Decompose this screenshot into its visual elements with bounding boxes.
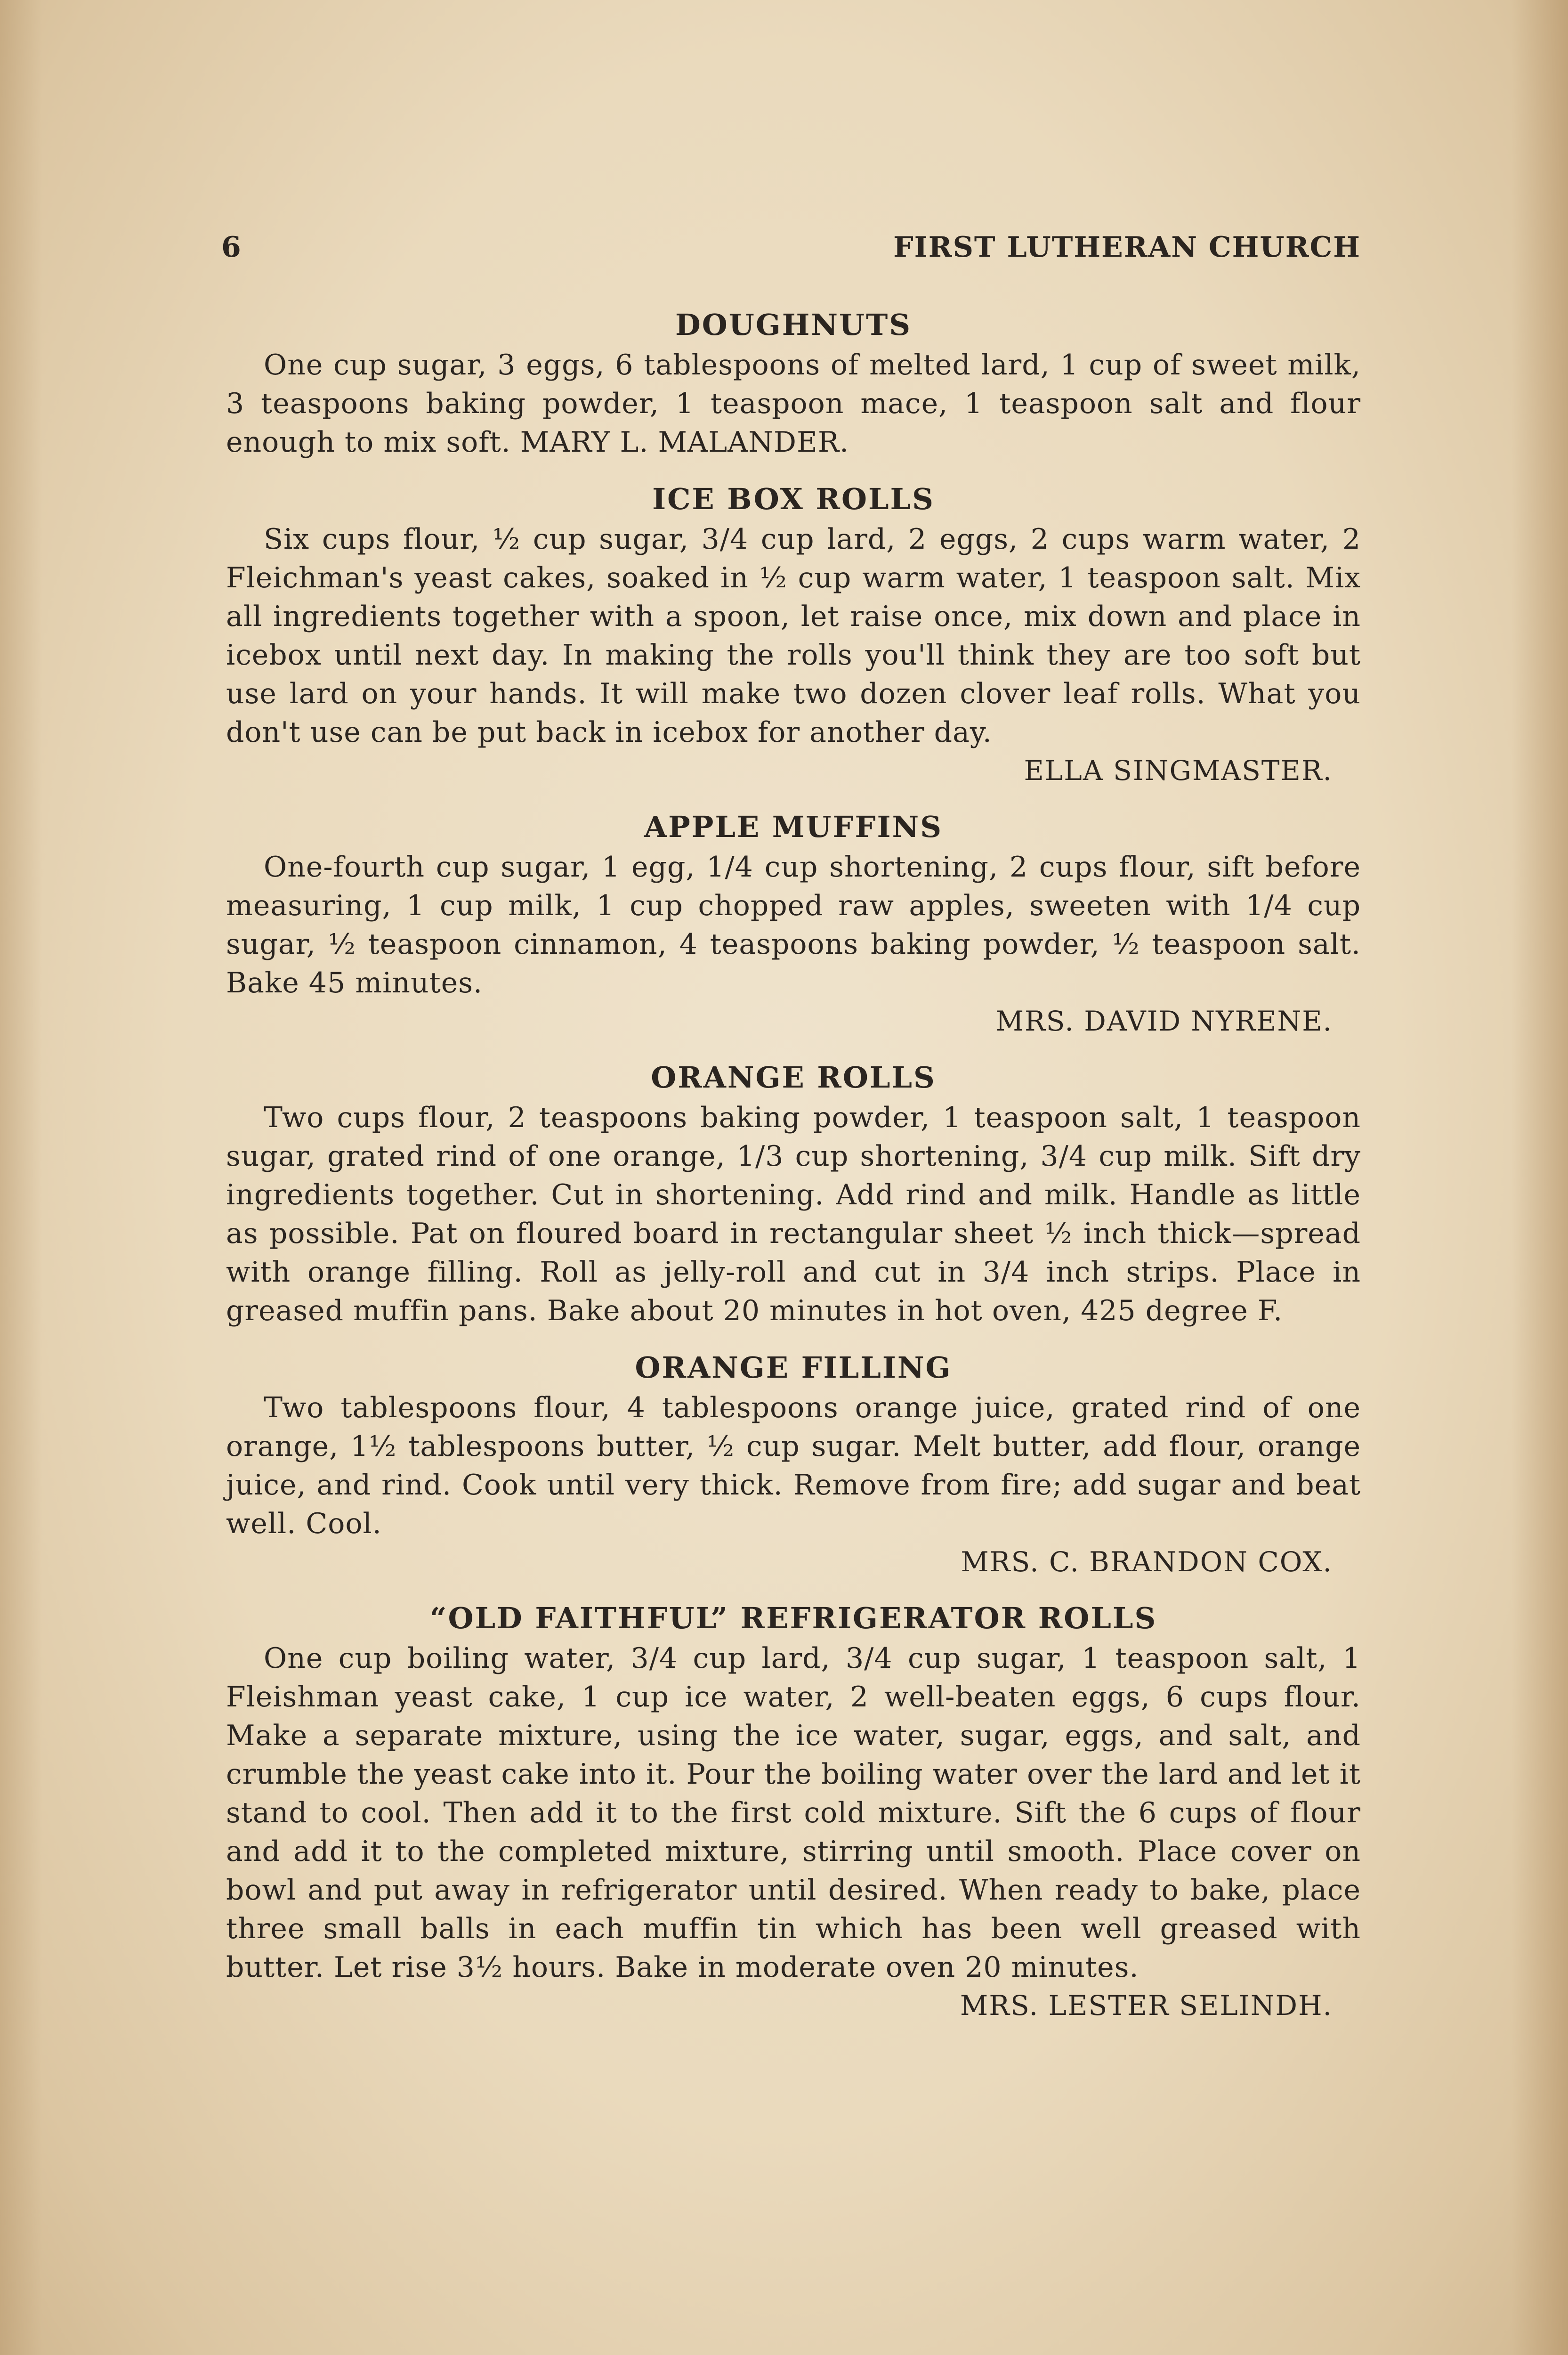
recipe-doughnuts	[226, 306, 1361, 462]
running-head	[221, 231, 1361, 287]
recipe-body: Six cups flour, ½ cup sugar, 3/4 cup lard, 2 eggs, 2 cups warm water, 2 Fleichman's yeast cakes, soaked in ½ cup warm water, 1 teaspoon salt. Mix all ingredients together with a spoon, let raise once, mix down and place in icebox until next day. In making the rolls you'll think they are too soft but use lard on your hands. It will make two dozen clover leaf rolls. What you don't use can be put back in icebox for another day.	[226, 523, 1361, 749]
recipe-orange-rolls	[226, 1059, 1361, 1330]
recipe-apple-muffins	[226, 808, 1361, 1040]
page-edge-shadow-right	[1511, 0, 1568, 2355]
recipe-body: Two cups flour, 2 teaspoons baking powder, 1 teaspoon salt, 1 teaspoon sugar, grated rind of one orange, 1/3 cup shortening, 3/4 cup milk. Sift dry ingredients together. Cut in shortening. Add rind and milk. Handle as little as possible. Pat on floured board in rectangular sheet ½ inch thick—spread with orange filling. Roll as jelly-roll and cut in 3/4 inch strips. Place in greased muffin pans. Bake about 20 minutes in hot oven, 425 degree F.	[226, 1101, 1361, 1327]
recipe-body: One cup sugar, 3 eggs, 6 tablespoons of melted lard, 1 cup of sweet milk, 3 teaspoons baking powder, 1 teaspoon mace, 1 teaspoon salt and flour enough to mix soft. MARY L. MALANDER.	[226, 349, 1361, 459]
recipe-title: ICE BOX ROLLS	[652, 482, 935, 516]
page-content	[221, 231, 1361, 2024]
recipe-body: One cup boiling water, 3/4 cup lard, 3/4 cup sugar, 1 teaspoon salt, 1 Fleishman yeast cake, 1 cup ice water, 2 well-beaten eggs, 6 cups flour. Make a separate mixture, using the ice water, sugar, eggs, and salt, and crumble the yeast cake into it. Pour the boiling water over the lard and let it stand to cool. Then add it to the first cold mixture. Sift the 6 cups of flour and add it to the completed mixture, stirring until smooth. Place cover on bowl and put away in refrigerator until desired. When ready to bake, place three small balls in each muffin tin which has been well greased with butter. Let rise 3½ hours. Bake in moderate oven 20 minutes.	[226, 1642, 1361, 1984]
recipe-author: MRS. LESTER SELINDH.	[960, 1990, 1333, 2022]
header-title: FIRST LUTHERAN CHURCH	[893, 231, 1361, 264]
page-edge-shadow-left	[0, 0, 42, 2355]
recipe-orange-filling	[226, 1349, 1361, 1581]
recipe-refrigerator-rolls	[226, 1600, 1361, 2024]
recipe-title: APPLE MUFFINS	[644, 810, 943, 844]
recipe-title: “OLD FAITHFUL” REFRIGERATOR ROLLS	[429, 1601, 1157, 1635]
recipe-title: DOUGHNUTS	[675, 308, 912, 342]
recipe-ice-box-rolls	[226, 480, 1361, 789]
recipe-title: ORANGE FILLING	[635, 1350, 952, 1385]
recipe-body: One-fourth cup sugar, 1 egg, 1/4 cup shortening, 2 cups flour, sift before measuring, 1 cup milk, 1 cup chopped raw apples, sweeten with 1/4 cup sugar, ½ teaspoon cinnamon, 4 teaspoons baking powder, ½ teaspoon salt. Bake 45 minutes.	[226, 851, 1361, 999]
recipe-author: ELLA SINGMASTER.	[1024, 755, 1333, 787]
recipe-body: Two tablespoons flour, 4 tablespoons orange juice, grated rind of one orange, 1½ tablespoons butter, ½ cup sugar. Melt butter, add flour, orange juice, and rind. Cook until very thick. Remove from fire; add sugar and beat well. Cool.	[226, 1391, 1361, 1540]
recipe-title: ORANGE ROLLS	[651, 1060, 936, 1095]
recipe-author: MRS. C. BRANDON COX.	[961, 1546, 1333, 1578]
recipe-author: MRS. DAVID NYRENE.	[995, 1005, 1333, 1037]
page-number: 6	[221, 231, 242, 264]
